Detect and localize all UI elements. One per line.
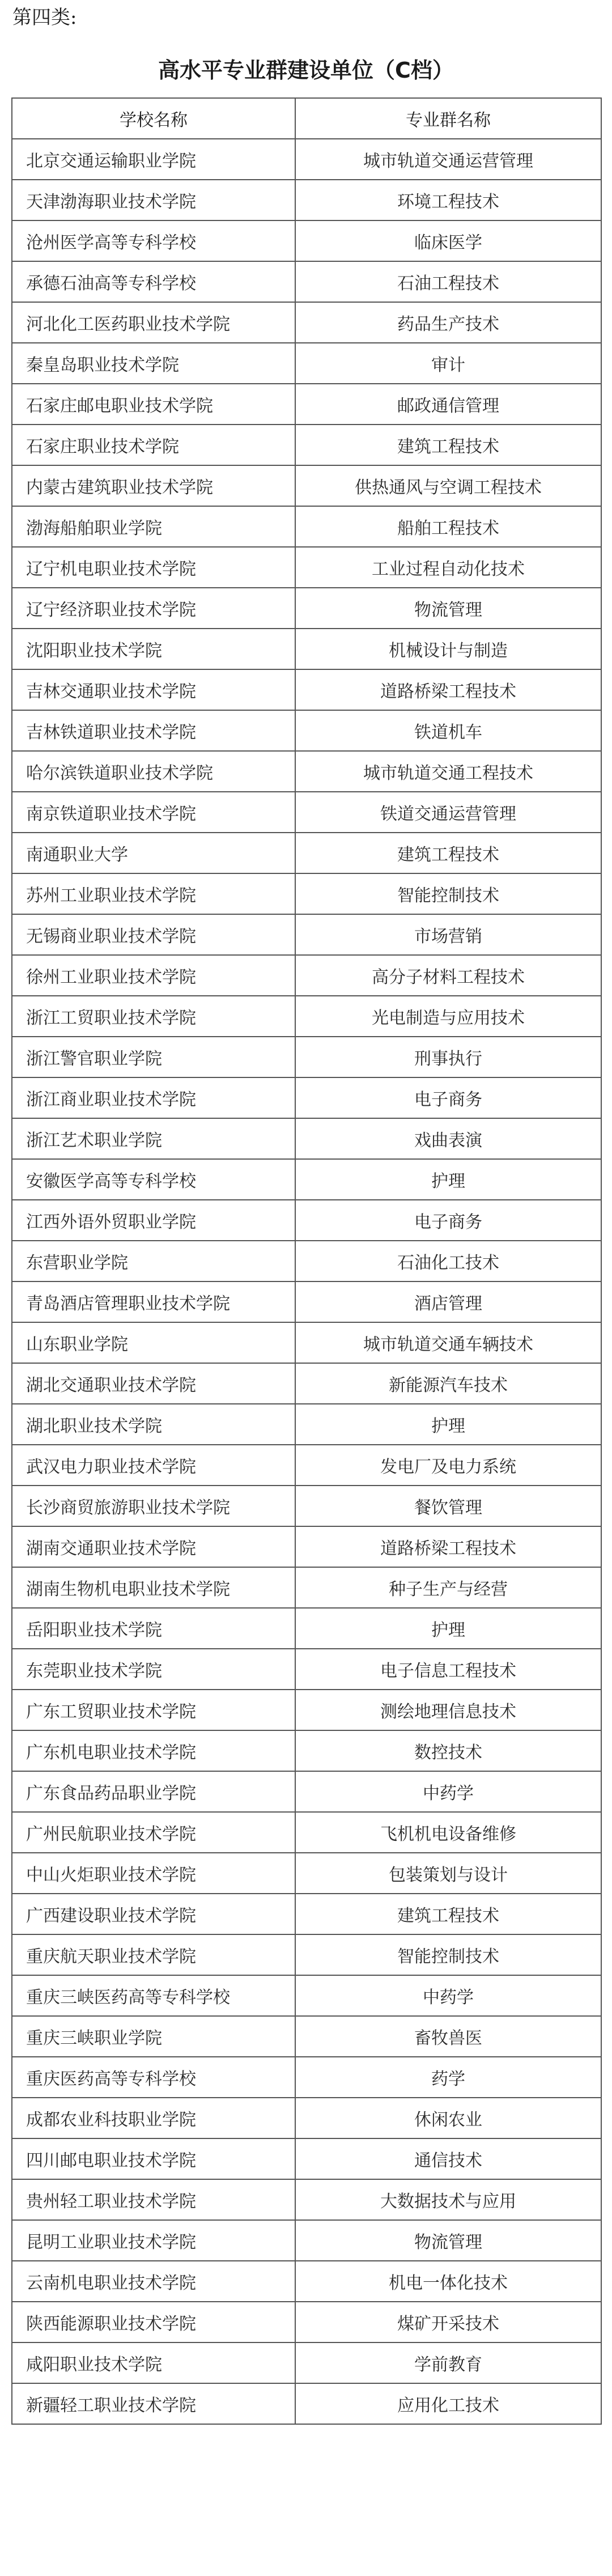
school-name-cell: 石家庄职业技术学院 [12,425,295,465]
group-name-cell: 道路桥梁工程技术 [295,669,601,710]
school-name-cell: 东营职业学院 [12,1241,295,1281]
school-name-cell: 长沙商贸旅游职业技术学院 [12,1486,295,1526]
table-row [12,1077,601,1118]
table-row [12,1322,601,1363]
table-row [12,2179,601,2220]
table-row [12,139,601,180]
group-name-cell: 种子生产与经营 [295,1567,601,1608]
school-name-cell: 岳阳职业技术学院 [12,1608,295,1649]
school-name-cell: 贵州轻工职业技术学院 [12,2179,295,2220]
school-name-cell: 浙江警官职业学院 [12,1037,295,1077]
group-name-cell: 城市轨道交通运营管理 [295,139,601,180]
group-name-cell: 戏曲表演 [295,1118,601,1159]
table-body [12,139,601,2424]
group-name-cell: 机械设计与制造 [295,629,601,669]
table-row [12,1200,601,1241]
group-name-cell: 学前教育 [295,2342,601,2383]
school-name-cell: 渤海船舶职业学院 [12,506,295,547]
group-name-cell: 护理 [295,1159,601,1200]
school-name-cell: 沈阳职业技术学院 [12,629,295,669]
table-row [12,1281,601,1322]
table-row [12,1486,601,1526]
school-name-cell: 哈尔滨铁道职业技术学院 [12,751,295,792]
table-row [12,588,601,629]
group-name-cell: 建筑工程技术 [295,1894,601,1934]
school-name-cell: 山东职业学院 [12,1322,295,1363]
table-row [12,180,601,220]
group-name-cell: 酒店管理 [295,1281,601,1322]
group-name-cell: 临床医学 [295,220,601,261]
group-name-cell: 光电制造与应用技术 [295,996,601,1037]
school-name-cell: 北京交通运输职业学院 [12,139,295,180]
school-name-cell: 吉林铁道职业技术学院 [12,710,295,751]
school-name-cell: 沧州医学高等专科学校 [12,220,295,261]
school-name-cell: 云南机电职业技术学院 [12,2261,295,2302]
school-name-cell: 广西建设职业技术学院 [12,1894,295,1934]
table-row [12,792,601,833]
group-name-cell: 物流管理 [295,2220,601,2261]
table-row [12,2302,601,2342]
group-name-cell: 药学 [295,2057,601,2098]
school-name-cell: 广东工贸职业技术学院 [12,1690,295,1730]
table-row [12,1894,601,1934]
header-group-name: 专业群名称 [295,98,601,139]
table-row [12,1649,601,1690]
table-row [12,2057,601,2098]
school-name-cell: 成都农业科技职业学院 [12,2098,295,2138]
school-name-cell: 浙江商业职业技术学院 [12,1077,295,1118]
table-row [12,343,601,384]
table-row [12,1404,601,1445]
table-row [12,751,601,792]
group-name-cell: 畜牧兽医 [295,2016,601,2057]
table-row [12,1159,601,1200]
school-name-cell: 天津渤海职业技术学院 [12,180,295,220]
group-name-cell: 物流管理 [295,588,601,629]
school-name-cell: 徐州工业职业技术学院 [12,955,295,996]
school-name-cell: 安徽医学高等专科学校 [12,1159,295,1200]
table-row [12,2220,601,2261]
table-row [12,1567,601,1608]
school-name-cell: 昆明工业职业技术学院 [12,2220,295,2261]
school-name-cell: 咸阳职业技术学院 [12,2342,295,2383]
table-row [12,2342,601,2383]
table-row [12,1934,601,1975]
group-name-cell: 刑事执行 [295,1037,601,1077]
group-name-cell: 铁道机车 [295,710,601,751]
table-row [12,1363,601,1404]
table-row [12,1690,601,1730]
group-name-cell: 护理 [295,1404,601,1445]
school-name-cell: 南通职业大学 [12,833,295,873]
group-name-cell: 包装策划与设计 [295,1853,601,1894]
school-name-cell: 辽宁经济职业技术学院 [12,588,295,629]
group-name-cell: 电子信息工程技术 [295,1649,601,1690]
table-row [12,914,601,955]
school-name-cell: 石家庄邮电职业技术学院 [12,384,295,425]
table-row [12,2261,601,2302]
table-row [12,1241,601,1281]
school-name-cell: 青岛酒店管理职业技术学院 [12,1281,295,1322]
table-row [12,873,601,914]
group-name-cell: 飞机机电设备维修 [295,1812,601,1853]
group-name-cell: 中药学 [295,1975,601,2016]
school-name-cell: 湖北职业技术学院 [12,1404,295,1445]
group-name-cell: 环境工程技术 [295,180,601,220]
group-name-cell: 石油化工技术 [295,1241,601,1281]
group-name-cell: 机电一体化技术 [295,2261,601,2302]
group-name-cell: 数控技术 [295,1730,601,1771]
school-name-cell: 浙江艺术职业学院 [12,1118,295,1159]
school-name-cell: 新疆轻工职业技术学院 [12,2383,295,2424]
group-name-cell: 煤矿开采技术 [295,2302,601,2342]
group-name-cell: 休闲农业 [295,2098,601,2138]
school-name-cell: 辽宁机电职业技术学院 [12,547,295,588]
table-row [12,1037,601,1077]
group-name-cell: 供热通风与空调工程技术 [295,465,601,506]
school-name-cell: 湖南交通职业技术学院 [12,1526,295,1567]
table-row [12,1526,601,1567]
group-name-cell: 发电厂及电力系统 [295,1445,601,1486]
group-name-cell: 市场营销 [295,914,601,955]
school-name-cell: 东莞职业技术学院 [12,1649,295,1690]
school-name-cell: 内蒙古建筑职业技术学院 [12,465,295,506]
units-table [11,97,602,2425]
group-name-cell: 高分子材料工程技术 [295,955,601,996]
table-row [12,710,601,751]
school-name-cell: 湖南生物机电职业技术学院 [12,1567,295,1608]
table-row [12,1853,601,1894]
group-name-cell: 新能源汽车技术 [295,1363,601,1404]
table-row [12,220,601,261]
table-row [12,465,601,506]
table-row [12,955,601,996]
table-row [12,629,601,669]
school-name-cell: 重庆三峡医药高等专科学校 [12,1975,295,2016]
table-row [12,384,601,425]
group-name-cell: 应用化工技术 [295,2383,601,2424]
group-name-cell: 船舶工程技术 [295,506,601,547]
table-row [12,2138,601,2179]
school-name-cell: 广州民航职业技术学院 [12,1812,295,1853]
group-name-cell: 铁道交通运营管理 [295,792,601,833]
table-row [12,2016,601,2057]
table-row [12,1730,601,1771]
table-row [12,261,601,302]
group-name-cell: 城市轨道交通工程技术 [295,751,601,792]
section-label: 第四类: [12,6,77,29]
table-row [12,2383,601,2424]
table-row [12,1445,601,1486]
group-name-cell: 道路桥梁工程技术 [295,1526,601,1567]
table-row [12,1771,601,1812]
group-name-cell: 城市轨道交通车辆技术 [295,1322,601,1363]
group-name-cell: 护理 [295,1608,601,1649]
table-row [12,547,601,588]
school-name-cell: 浙江工贸职业技术学院 [12,996,295,1037]
group-name-cell: 通信技术 [295,2138,601,2179]
school-name-cell: 湖北交通职业技术学院 [12,1363,295,1404]
school-name-cell: 重庆三峡职业学院 [12,2016,295,2057]
table-row [12,506,601,547]
table-row [12,425,601,465]
group-name-cell: 测绘地理信息技术 [295,1690,601,1730]
school-name-cell: 四川邮电职业技术学院 [12,2138,295,2179]
document-title: 高水平专业群建设单位（C档） [158,58,454,83]
table-row [12,302,601,343]
table-row [12,669,601,710]
school-name-cell: 秦皇岛职业技术学院 [12,343,295,384]
group-name-cell: 电子商务 [295,1200,601,1241]
school-name-cell: 重庆医药高等专科学校 [12,2057,295,2098]
school-name-cell: 江西外语外贸职业学院 [12,1200,295,1241]
group-name-cell: 大数据技术与应用 [295,2179,601,2220]
table-row [12,1608,601,1649]
table-row [12,996,601,1037]
table-row [12,2098,601,2138]
group-name-cell: 智能控制技术 [295,1934,601,1975]
group-name-cell: 邮政通信管理 [295,384,601,425]
table-row [12,833,601,873]
school-name-cell: 武汉电力职业技术学院 [12,1445,295,1486]
group-name-cell: 建筑工程技术 [295,833,601,873]
group-name-cell: 石油工程技术 [295,261,601,302]
school-name-cell: 重庆航天职业技术学院 [12,1934,295,1975]
school-name-cell: 南京铁道职业技术学院 [12,792,295,833]
group-name-cell: 工业过程自动化技术 [295,547,601,588]
group-name-cell: 智能控制技术 [295,873,601,914]
school-name-cell: 苏州工业职业技术学院 [12,873,295,914]
school-name-cell: 河北化工医药职业技术学院 [12,302,295,343]
table-row [12,1812,601,1853]
school-name-cell: 广东食品药品职业学院 [12,1771,295,1812]
group-name-cell: 审计 [295,343,601,384]
header-school-name: 学校名称 [12,98,295,139]
group-name-cell: 药品生产技术 [295,302,601,343]
group-name-cell: 建筑工程技术 [295,425,601,465]
school-name-cell: 承德石油高等专科学校 [12,261,295,302]
school-name-cell: 中山火炬职业技术学院 [12,1853,295,1894]
school-name-cell: 吉林交通职业技术学院 [12,669,295,710]
school-name-cell: 广东机电职业技术学院 [12,1730,295,1771]
group-name-cell: 餐饮管理 [295,1486,601,1526]
school-name-cell: 陕西能源职业技术学院 [12,2302,295,2342]
table-row [12,1118,601,1159]
group-name-cell: 电子商务 [295,1077,601,1118]
group-name-cell: 中药学 [295,1771,601,1812]
table-row [12,1975,601,2016]
school-name-cell: 无锡商业职业技术学院 [12,914,295,955]
table-header-row [12,98,601,139]
